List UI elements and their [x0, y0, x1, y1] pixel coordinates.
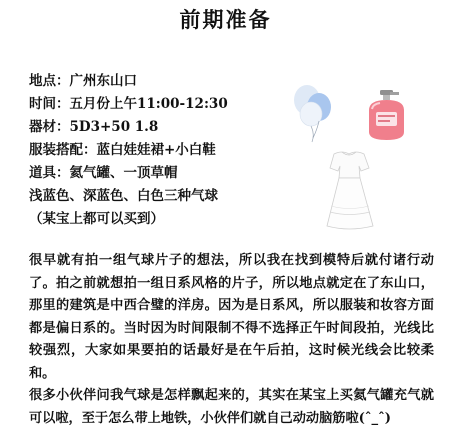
page-title: 前期准备 [179, 8, 272, 32]
info-time: 时间：五月份上午11:00-12:30 [29, 96, 228, 112]
body-text [29, 250, 434, 430]
info-location: 地点：广州东山口 [29, 73, 137, 89]
balloons-icon [294, 85, 331, 142]
paragraph-1: 很早就有拍一组气球片子的想法，所以我在找到模特后就付诸行动了。拍之前就想拍一组日系风格的片子，所以地点就定在了东山口，那里的建筑是中西合璧的洋房。因为是日系风，所以服装和妆容方面都是偏日系的。当时因为时间限制不得不选择正午时间段拍，光线比较强烈，大家如果要拍的话最好是在午后拍，这时候光线会比较柔和。 [29, 253, 434, 381]
paragraph-2: 很多小伙伴问我气球是怎样飘起来的，其实在某宝上买氦气罐充气就可以啦，至于怎么带上地铁，小伙伴们就自己动动脑筋啦(ˆ_ˆ) [29, 388, 434, 426]
illustration [285, 72, 435, 232]
helium-tank-icon [369, 90, 404, 140]
info-outfit: 服装搭配：蓝白娃娃裙+小白鞋 [29, 142, 216, 158]
info-equipment: 器材：5D3+50 1.8 [29, 119, 159, 135]
info-list [29, 70, 269, 231]
info-balloons: 浅蓝色、深蓝色、白色三种气球 [29, 188, 218, 204]
info-props: 道具：氦气罐、一顶草帽 [29, 165, 178, 181]
info-note: （某宝上都可以买到） [29, 211, 164, 227]
white-dress-icon [327, 152, 373, 229]
